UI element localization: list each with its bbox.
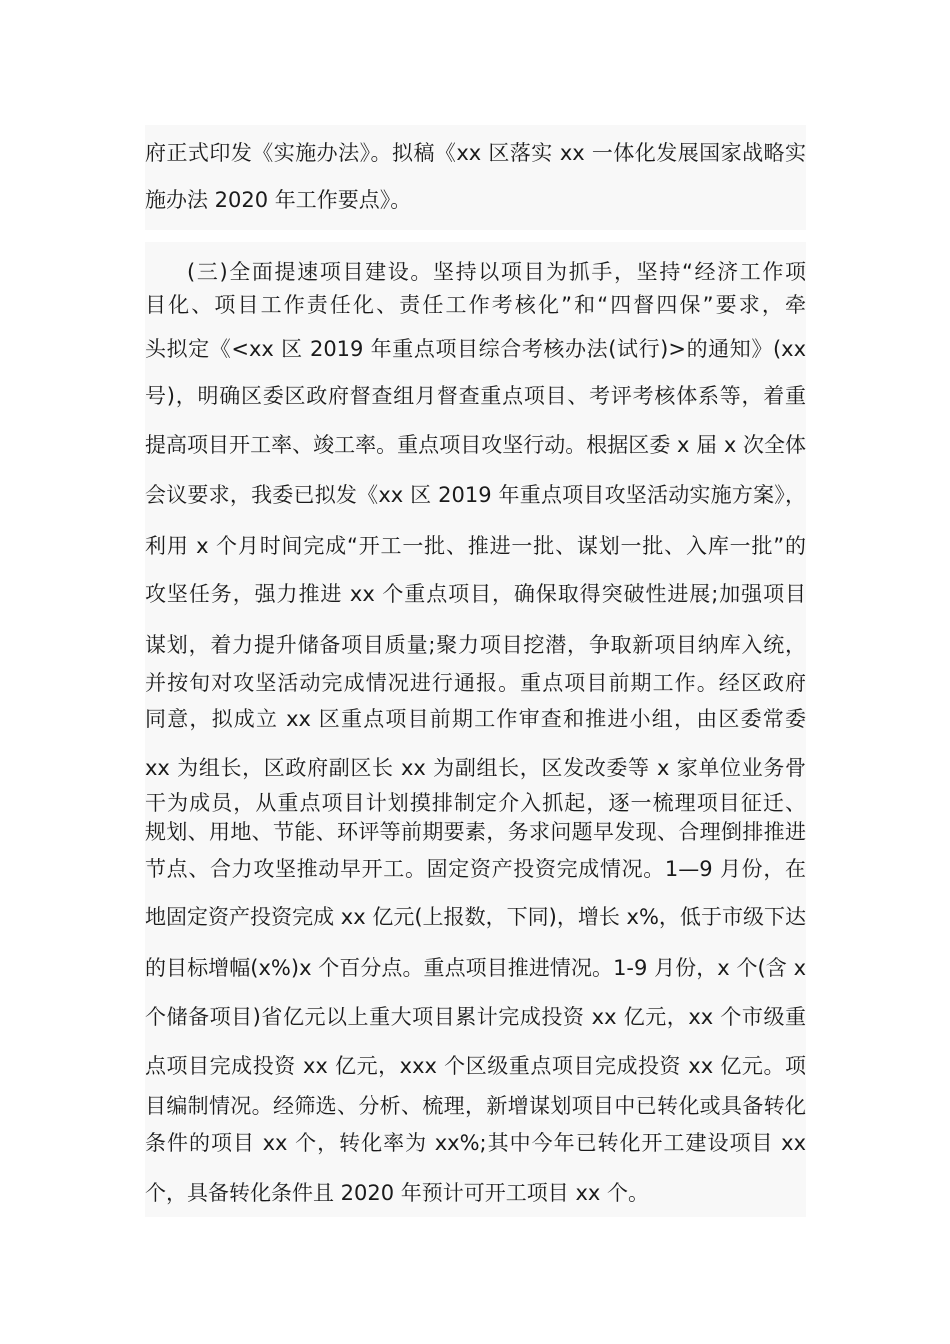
text-line: 会议要求，我委已拟发《xx 区 2019 年重点项目攻坚活动实施方案》， <box>145 483 806 507</box>
text-line: 节点、合力攻坚推动早开工。固定资产投资完成情况。1—9 月份，在 <box>145 857 806 881</box>
text-line: 干为成员，从重点项目计划摸排制定介入抓起，逐一梳理项目征迁、 <box>145 791 806 815</box>
text-line: 点项目完成投资 xx 亿元，xxx 个区级重点项目完成投资 xx 亿元。项 <box>145 1054 806 1078</box>
text-line: 府正式印发《实施办法》。拟稿《xx 区落实 xx 一体化发展国家战略实 <box>145 141 806 165</box>
text-line: 提高项目开工率、竣工率。重点项目攻坚行动。根据区委 x 届 x 次全体 <box>145 433 806 457</box>
text-line: 并按旬对攻坚活动完成情况进行通报。重点项目前期工作。经区政府 <box>145 671 806 695</box>
text-line: 施办法 2020 年工作要点》。 <box>145 188 412 212</box>
text-line: 攻坚任务，强力推进 xx 个重点项目，确保取得突破性进展;加强项目 <box>145 582 806 606</box>
text-line: 谋划，着力提升储备项目质量;聚力项目挖潜，争取新项目纳库入统， <box>145 633 806 657</box>
text-line: 同意，拟成立 xx 区重点项目前期工作审查和推进小组，由区委常委 <box>145 707 806 731</box>
text-line: 号)，明确区委区政府督查组月督查重点项目、考评考核体系等，着重 <box>145 384 806 408</box>
text-line: xx 为组长，区政府副区长 xx 为副组长，区发改委等 x 家单位业务骨 <box>145 756 806 780</box>
text-line: 条件的项目 xx 个，转化率为 xx%;其中今年已转化开工建设项目 xx <box>145 1131 806 1155</box>
text-line: 地固定资产投资完成 xx 亿元(上报数，下同)，增长 x%，低于市级下达 <box>145 905 806 929</box>
text-line: 目编制情况。经筛选、分析、梳理，新增谋划项目中已转化或具备转化 <box>145 1094 806 1118</box>
text-line: 头拟定《<xx 区 2019 年重点项目综合考核办法(试行)>的通知》(xx <box>145 337 806 361</box>
text-line: (三)全面提速项目建设。坚持以项目为抓手，坚持“经济工作项 <box>187 260 806 284</box>
text-line: 的目标增幅(x%)x 个百分点。重点项目推进情况。1-9 月份，x 个(含 x <box>145 956 806 980</box>
text-line: 目化、项目工作责任化、责任工作考核化”和“四督四保”要求，牵 <box>145 293 806 317</box>
text-line: 个储备项目)省亿元以上重大项目累计完成投资 xx 亿元，xx 个市级重 <box>145 1005 806 1029</box>
text-line: 利用 x 个月时间完成“开工一批、推进一批、谋划一批、入库一批”的 <box>145 534 806 558</box>
text-line: 规划、用地、节能、环评等前期要素，务求问题早发现、合理倒排推进 <box>145 820 806 844</box>
text-line: 个，具备转化条件且 2020 年预计可开工项目 xx 个。 <box>145 1181 649 1205</box>
